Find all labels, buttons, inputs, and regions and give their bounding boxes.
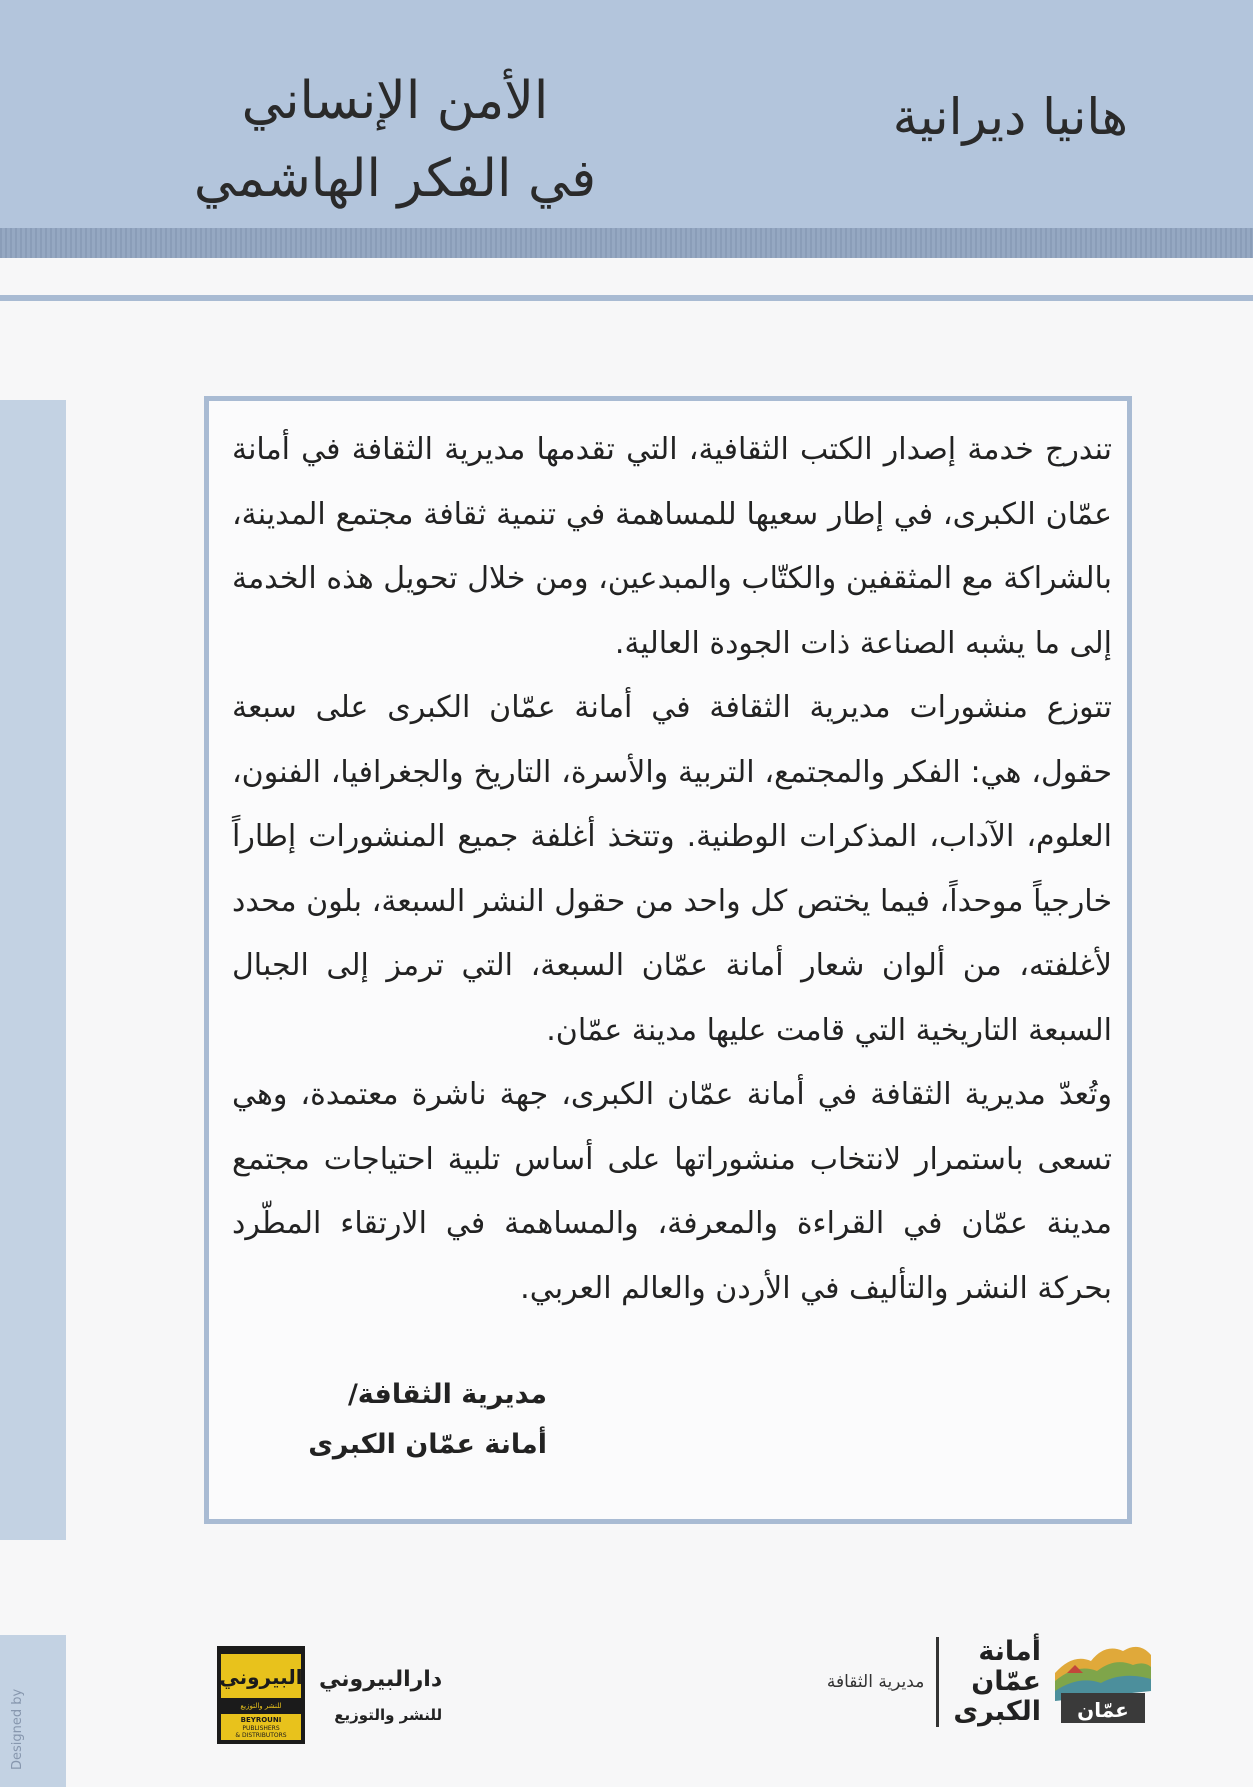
beyrouni-logo-icon [217, 1646, 305, 1744]
divider-rule [0, 295, 1253, 301]
designed-by-note: Designed by [10, 1688, 25, 1770]
beyrouni-logo-en1: BEYROUNI [240, 1716, 282, 1724]
amman-name [936, 1637, 1041, 1727]
beyrouni-logo-arabic: البيروني [219, 1665, 303, 1689]
department-label: مديرية الثقافة [826, 1672, 925, 1692]
amman-line1: أمانة [978, 1636, 1041, 1667]
publisher-subtitle: للنشر والتوزيع [334, 1705, 443, 1724]
beyrouni-logo-en2: PUBLISHERS [242, 1725, 280, 1732]
signature-line1: مديرية الثقافة/ [347, 1379, 547, 1410]
amman-logo-block [827, 1622, 1153, 1742]
beyrouni-logo-en3: & DISTRIBUTORS [235, 1732, 287, 1739]
amman-line2: عمّان [971, 1666, 1041, 1697]
amman-line3: الكبرى [953, 1696, 1041, 1727]
signature [308, 1370, 547, 1470]
beyrouni-logo-tag: للنشر والتوزيع [240, 1702, 282, 1710]
publisher-logo-block [217, 1645, 442, 1745]
paragraph: تندرج خدمة إصدار الكتب الثقافية، التي تقدمها مديرية الثقافة في أمانة عمّان الكبرى، في إطار سعيها للمساهمة في تنمية ثقافة مجتمع المدينة، بالشراكة مع المثقفين والكتّاب والمبدعين، ومن خلال تحويل هذه الخدمة إلى ما يشبه الصناعة ذات الجودة العالية. [232, 432, 1112, 661]
paragraph: تتوزع منشورات مديرية الثقافة في أمانة عمّان الكبرى على سبعة حقول، هي: الفكر والمجتمع، التربية والأسرة، التاريخ والجغرافيا، الفنون، العلوم، الآداب، المذكرات الوطنية. وتتخذ أغلفة جميع المنشورات إطاراً خارجياً موحداً، فيما يختص كل واحد من حقول النشر السبعة، بلون محدد لأغلفته، من ألوان شعار أمانة عمّان السبعة، التي ترمز إلى الجبال السبعة التاريخية التي قامت عليها مدينة عمّان. [232, 690, 1112, 1048]
book-title-line2: في الفكر الهاشمي [193, 149, 597, 209]
author-name: هانيا ديرانية [892, 88, 1128, 146]
publisher-name [319, 1667, 442, 1724]
spine-strip [0, 400, 66, 1540]
header-stripe [0, 228, 1253, 258]
blurb-text [232, 418, 1112, 1321]
amman-mountains-logo-icon [1053, 1633, 1153, 1731]
signature-line2: أمانة عمّان الكبرى [308, 1429, 547, 1460]
book-title [160, 62, 630, 218]
publisher-title: دارالبيروني [319, 1666, 443, 1692]
amman-logo-text: عمّان [1077, 1698, 1129, 1722]
paragraph: وتُعدّ مديرية الثقافة في أمانة عمّان الكبرى، جهة ناشرة معتمدة، وهي تسعى باستمرار لانتخاب منشوراتها على أساس تلبية احتياجات مجتمع مدينة عمّان في القراءة والمعرفة، والمساهمة في الارتقاء المطّرد بحركة النشر والتأليف في الأردن والعالم العربي. [232, 1077, 1112, 1306]
book-title-line1: الأمن الإنساني [241, 71, 549, 131]
